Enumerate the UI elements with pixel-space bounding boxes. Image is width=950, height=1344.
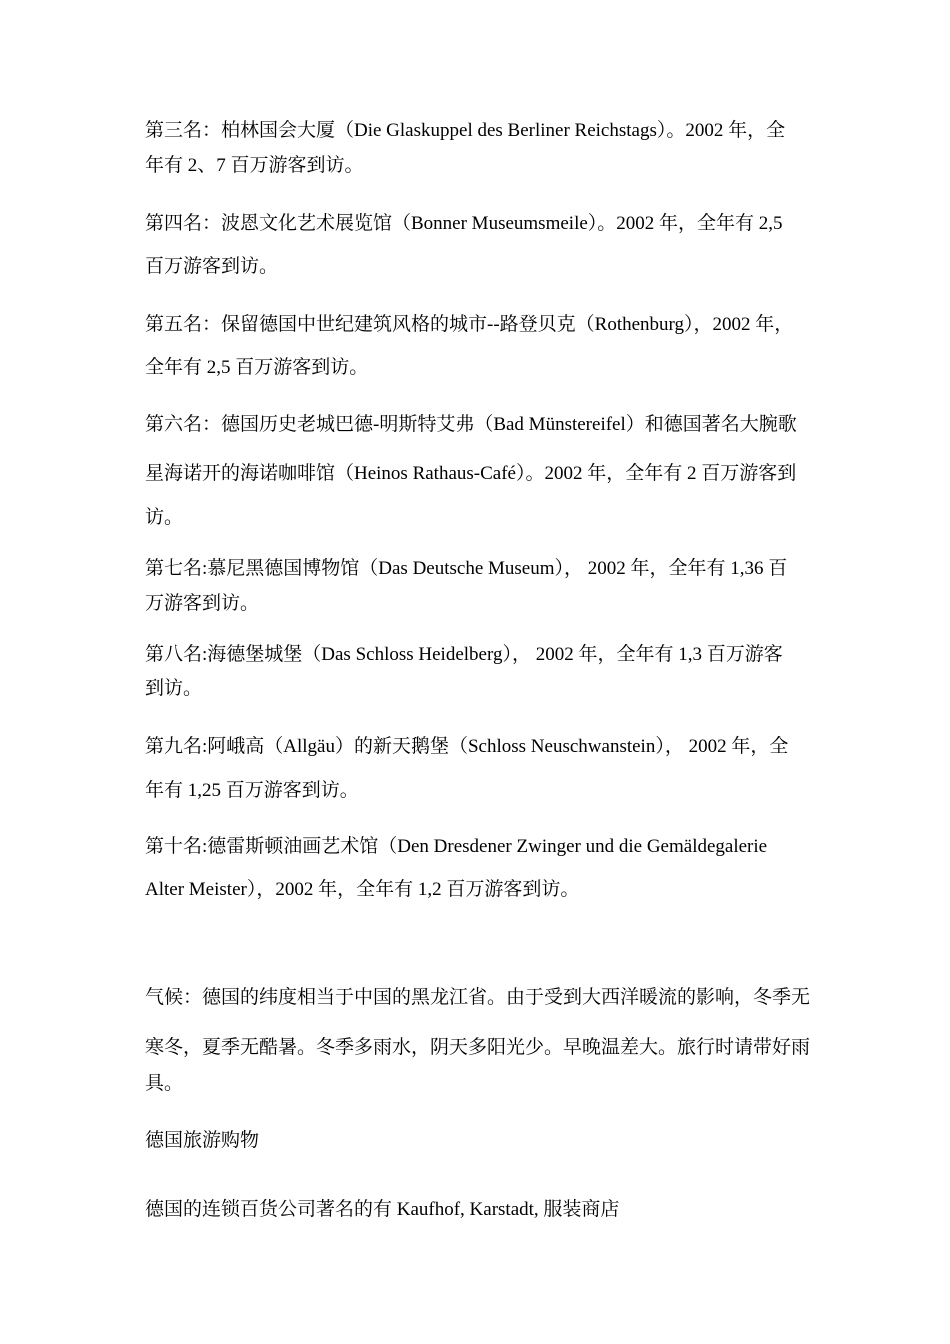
paragraph-line: 年有 2、7 百万游客到访。 <box>145 155 364 176</box>
paragraph-line: 第九名:阿峨高（Allgäu）的新天鹅堡（Schloss Neuschwanstein）， 2002 年，全 <box>145 736 789 757</box>
paragraph-line: 第六名：德国历史老城巴德-明斯特艾弗（Bad Münstereifel）和德国著名大腕歌 <box>145 414 797 435</box>
paragraph-line: 寒冬，夏季无酷暑。冬季多雨水，阴天多阳光少。早晚温差大。旅行时请带好雨 <box>145 1037 811 1058</box>
paragraph-line: 具。 <box>145 1073 184 1094</box>
paragraph-line: 星海诺开的海诺咖啡馆（Heinos Rathaus-Café）。2002 年，全年有 2 百万游客到 <box>145 463 797 484</box>
paragraph-line: 第五名：保留德国中世纪建筑风格的城市--路登贝克（Rothenburg），2002 年， <box>145 314 794 335</box>
paragraph-line: 第十名:德雷斯顿油画艺术馆（Den Dresdener Zwinger und die Gemäldegalerie <box>145 836 768 857</box>
paragraph-line: 百万游客到访。 <box>145 256 279 277</box>
paragraph-line: 第四名：波恩文化艺术展览馆（Bonner Museumsmeile）。2002 年，全年有 2,5 <box>145 213 783 234</box>
paragraph-line: 访。 <box>145 507 184 528</box>
paragraph-line: 到访。 <box>145 678 203 699</box>
section-heading: 德国旅游购物 <box>145 1130 260 1151</box>
paragraph-line: 全年有 2,5 百万游客到访。 <box>145 357 369 378</box>
paragraph-line: 气候：德国的纬度相当于中国的黑龙江省。由于受到大西洋暖流的影响，冬季无 <box>145 987 811 1008</box>
paragraph-line: 第八名:海德堡城堡（Das Schloss Heidelberg）， 2002 年，全年有 1,3 百万游客 <box>145 644 783 665</box>
paragraph-line: 第七名:慕尼黑德国博物馆（Das Deutsche Museum）， 2002 年，全年有 1,36 百 <box>145 558 788 579</box>
paragraph-line: 万游客到访。 <box>145 593 260 614</box>
paragraph-line: Alter Meister），2002 年，全年有 1,2 百万游客到访。 <box>145 879 580 900</box>
paragraph-line: 第三名：柏林国会大厦（Die Glaskuppel des Berliner Reichstags）。2002 年，全 <box>145 120 786 141</box>
paragraph-line: 德国的连锁百货公司著名的有 Kaufhof, Karstadt, 服装商店 <box>145 1199 620 1220</box>
paragraph-line: 年有 1,25 百万游客到访。 <box>145 780 359 801</box>
